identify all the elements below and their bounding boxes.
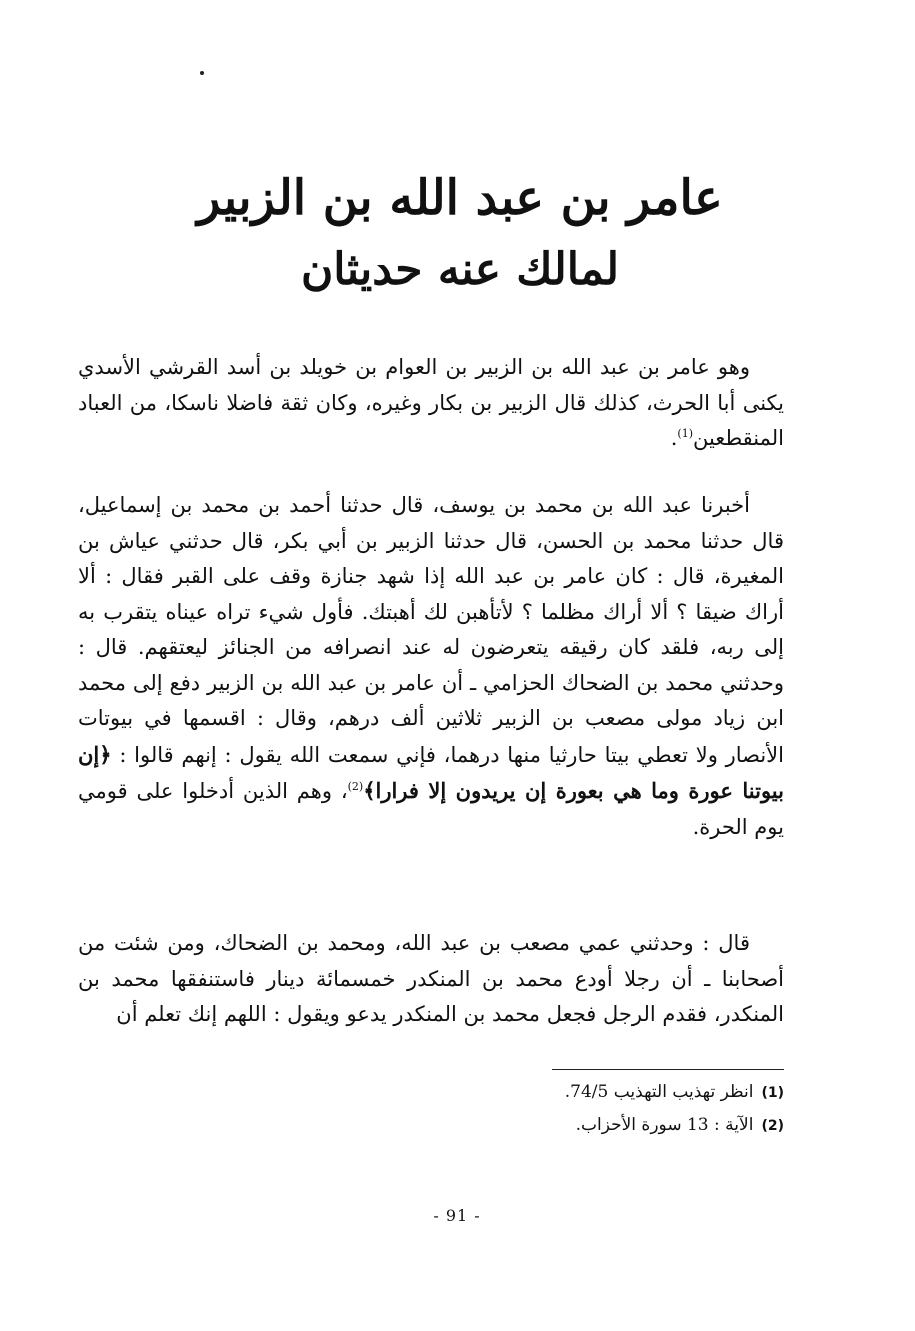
- footnotes: [380, 1076, 784, 1142]
- footnote-ref-2[interactable]: (2): [347, 780, 364, 793]
- paragraph-2-text: أخبرنا عبد الله بن محمد بن يوسف، قال حدثنا أحمد بن محمد بن إسماعيل، قال حدثنا محمد بن الحسن، قال حدثنا الزبير بن أبي بكر، قال حدثني عياش بن المغيرة، قال : كان عامر بن عبد الله إذا شهد جنازة وقف على القبر فقال : ألا أراك ضيقا ؟ ألا أراك مظلما ؟ لأتأهبن لك أهبتك. فأول شيء تراه عيناه يتقرب به إلى ربه، فلقد كان رقيقه يتعرضون له عند انصرافه من الجنائز ليعتقهم. قال : وحدثني محمد بن الضحاك الحزامي ـ أن عامر بن عبد الله بن الزبير دفع إلى محمد ابن زياد مولى مصعب بن الزبير ثلاثين ألف درهم، وقال : اقسمها في بيوتات الأنصار ولا تعطي بيتا حارثيا منها درهما، فإني سمعت الله يقول : إنهم قالوا :: [78, 493, 784, 767]
- footnote-divider: [552, 1069, 784, 1070]
- paragraph-1-ending: .: [670, 426, 678, 450]
- footnote-2: [380, 1109, 784, 1142]
- paragraph-3: [78, 926, 784, 1033]
- footnote-2-number: (2): [761, 1118, 784, 1134]
- footnote-1-number: (1): [761, 1085, 784, 1101]
- paragraph-1: [78, 350, 784, 457]
- quran-quote: ﴿إن بيوتنا عورة وما هي بعورة إن يريدون إلا فرارا﴾: [78, 741, 784, 803]
- footnote-1-text: انظر تهذيب التهذيب 74/5.: [564, 1082, 754, 1102]
- paragraph-1-text: وهو عامر بن عبد الله بن الزبير بن العوام بن خويلد بن أسد القرشي الأسدي يكنى أبا الحرث، كذلك قال الزبير بن بكار وغيره، وكان ثقة فاضلا ناسكا، من العباد المنقطعين: [78, 355, 784, 450]
- footnote-1: [380, 1076, 784, 1109]
- page-number: - 91 -: [433, 1206, 481, 1225]
- chapter-title: عامر بن عبد الله بن الزبير: [197, 170, 723, 226]
- stray-mark: [200, 71, 204, 75]
- paragraph-2: [78, 488, 784, 845]
- chapter-subtitle: لمالك عنه حديثان: [300, 244, 620, 295]
- footnote-ref-1[interactable]: (1): [677, 427, 693, 440]
- paragraph-3-text: قال : وحدثني عمي مصعب بن عبد الله، ومحمد بن الضحاك، ومن شئت من أصحابنا ـ أن رجلا أودع محمد بن المنكدر خمسمائة دينار فاستنفقها محمد بن المنكدر، فقدم الرجل فجعل محمد بن المنكدر يدعو ويقول : اللهم إنك تعلم أن: [78, 931, 784, 1026]
- paragraph-2-ending: ، وهم الذين أدخلوا على قومي يوم الحرة.: [78, 779, 784, 839]
- footnote-2-text: الآية : 13 سورة الأحزاب.: [575, 1115, 754, 1135]
